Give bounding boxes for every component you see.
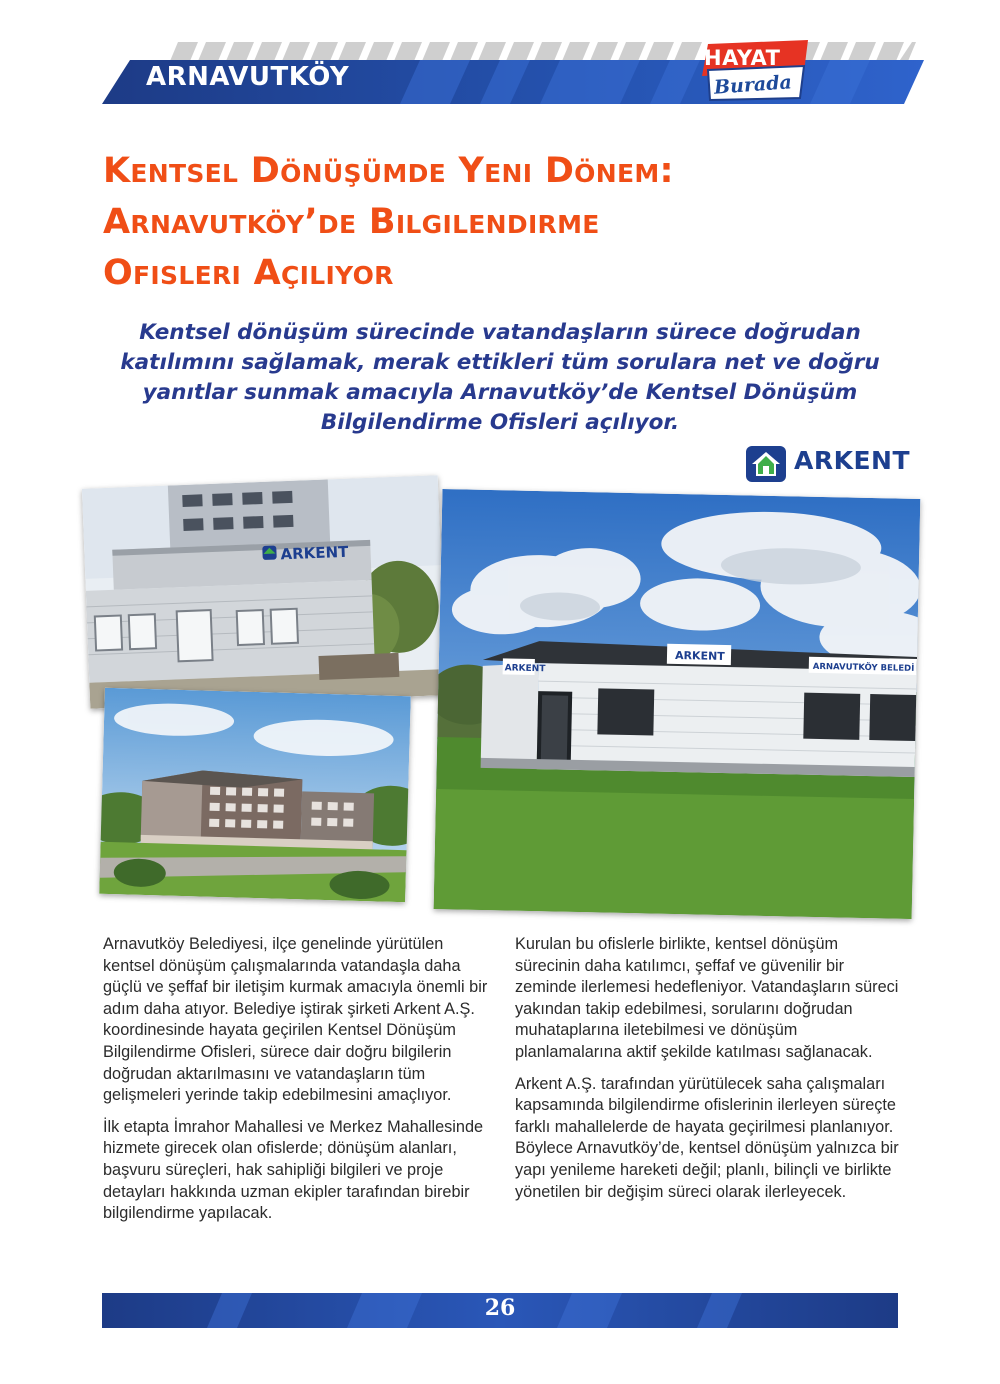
arkent-logo-text: ARKENT bbox=[794, 446, 911, 475]
title-line-2: Arnavutköy’de Bilgilendirme bbox=[103, 202, 600, 242]
photo-2-sign-front-text: ARKENT bbox=[504, 663, 546, 675]
arkent-logo bbox=[744, 442, 914, 486]
paragraph-left-1: Arnavutköy Belediyesi, ilçe genelinde yürütülen kentsel dönüşüm çalışmalarında vatandaşla daha güçlü ve şeffaf bir iletişim kurmak amacıyla önemli bir adım daha atıyor. Belediye iştirak şirketi Arkent A.Ş. koordinesinde hayata geçirilen Kentsel Dönüşüm Bilgilendirme Ofisleri, sürece dair doğru bilgilerin doğrudan aktarılmasını ve vatandaşların tüm gelişmeleri yerinde takip edebilmesini amaçlıyor. bbox=[103, 935, 488, 1105]
logo-script: Burada bbox=[713, 71, 793, 99]
page-number: 26 bbox=[484, 1295, 516, 1321]
photo-2-sign-side bbox=[667, 644, 731, 665]
paragraph-left-2: İlk etapta İmrahor Mahallesi ve Merkez Mahallesinde hizmete girecek olan ofislerde; dönüşüm alanları, başvuru süreçleri, hak sahipliği bilgileri ve proje detayları hakkında uzman ekipler tarafından birebir bilgilendirme yapılacak. bbox=[103, 1117, 484, 1223]
photo-2-sign-municipality-text: ARNAVUTKÖY BELEDİ bbox=[812, 661, 915, 674]
article-title bbox=[103, 146, 923, 299]
title-line-3: Ofisleri Açılıyor bbox=[103, 253, 394, 293]
photo-1-sign-text: ARKENT bbox=[280, 542, 349, 564]
section-label: ARNAVUTKÖY bbox=[146, 62, 350, 92]
house-icon bbox=[744, 442, 792, 486]
title-line-1: Kentsel Dönüşümde Yeni Dönem: bbox=[103, 151, 674, 191]
header-banner bbox=[0, 0, 1000, 120]
hayat-burada-logo bbox=[700, 34, 810, 104]
article-lead: Kentsel dönüşüm sürecinde vatandaşların sürece doğrudan katılımını sağlamak, merak ettikleri tüm sorulara net ve doğru yanıtlar sunmak amacıyla Arnavutköy’de Kentsel Dönüşüm Bilgilendirme Ofisleri açılıyor. bbox=[120, 320, 880, 435]
logo-word: HAYAT bbox=[704, 46, 781, 70]
photo-2-sign-side-text: ARKENT bbox=[674, 648, 725, 663]
article-column-right bbox=[515, 934, 905, 1213]
photo-field-office bbox=[434, 489, 921, 919]
paragraph-right-2: Arkent A.Ş. tarafından yürütülecek saha çalışmaları kapsamında bilgilendirme ofislerinin ilerleyen süreçte farklı mahallelerde de hayata geçirilmesi planlanıyor. Böylece Arnavutköy’de, kentsel dönüşüm yalnızca bir yapı yenileme hareketi değil; planlı, bilinçli ve birlikte yönetilen bir değişim süreci olarak ilerleyecek. bbox=[515, 1074, 899, 1201]
photo-office-container bbox=[82, 475, 446, 709]
photo-2-sign-municipality bbox=[809, 657, 917, 675]
article-column-left bbox=[103, 934, 493, 1235]
header-stripes bbox=[0, 0, 1000, 120]
paragraph-right-1: Kurulan bu ofislerle birlikte, kentsel dönüşüm sürecinin daha katılımcı, şeffaf ve güvenilir bir zeminde ilerlemesi hedefleniyor. Vatandaşların süreci yakından takip edebilmesi, sorularını doğrudan muhataplarına iletebilmesi ve dönüşüm planlamalarına aktif şekilde katılması sağlanacak. bbox=[515, 935, 899, 1061]
photo-apartment-render bbox=[99, 688, 411, 902]
